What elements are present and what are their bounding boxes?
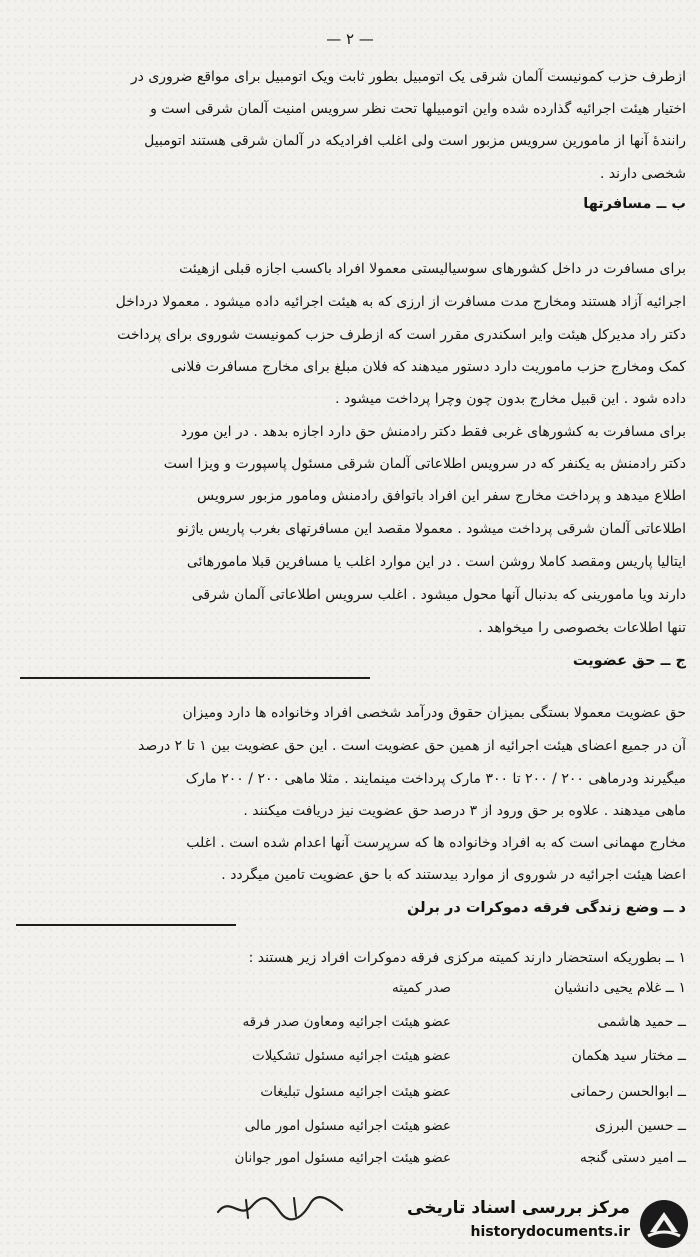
paragraph-line: ازطرف حزب کمونیست آلمان شرقی یک اتومبیل بطور ثابت ویک اتومبیل برای مواقع ضروری در	[130, 69, 686, 85]
paragraph-line: شخصی دارند .	[599, 166, 686, 182]
member-name: ــ حمید هاشمی	[597, 1014, 686, 1030]
paragraph-line: ایتالیا پاریس ومقصد کاملا روشن است . در این موارد اغلب یا مسافرین قبلا مامورهائی	[186, 554, 686, 570]
watermark-logo	[400, 1196, 690, 1252]
paragraph-line: برای مسافرت در داخل کشورهای سوسیالیستی معمولا افراد باکسب اجازه قبلی ازهیئت	[179, 261, 686, 277]
list-item	[14, 1118, 686, 1144]
list-item	[14, 1048, 686, 1074]
paragraph-line: اطلاع میدهد و پرداخت مخارج سفر این افراد باتوافق رادمنش ومامور مزبور سرویس	[197, 488, 686, 504]
member-role: عضو هیئت اجرائیه ومعاون صدر فرقه	[242, 1014, 451, 1030]
section-heading-living-conditions: د ــ وضع زندگی فرقه دموکرات در برلن	[407, 900, 686, 916]
list-item	[14, 1150, 686, 1176]
paragraph-line: مخارج مهمانی است که به افراد وخانواده ها که سرپرست آنها اعدام شده است . اغلب	[186, 835, 686, 851]
list-item	[14, 1014, 686, 1040]
paragraph-line: دکتر رادمنش به یکنفر که در سرویس اطلاعاتی آلمان شرقی مسئول پاسپورت و ویزا است	[163, 456, 686, 472]
paragraph-line: دکتر راد مدیرکل هیئت وایر اسکندری مقرر است که ازطرف حزب کمونیست شوروی برای پرداخت	[117, 327, 686, 343]
paragraph-line: رانندهٔ آنها از مامورین سرویس مزبور است ولی اغلب افرادیکه در آلمان شرقی هستند اتومبیل	[144, 133, 686, 149]
section-underline	[20, 677, 370, 679]
member-role: صدر کمیته	[392, 980, 451, 996]
member-role: عضو هیئت اجرائیه مسئول تبلیغات	[260, 1084, 451, 1100]
paragraph-line: برای مسافرت به کشورهای غربی فقط دکتر رادمنش حق دارد اجازه بدهد . در این مورد	[180, 424, 686, 440]
paragraph-line: اجرائیه آزاد هستند ومخارج مدت مسافرت از ارزی که به هیئت اجرائیه داده میشود . معمولا درداخل	[115, 294, 686, 310]
watermark-title: مرکز بررسی اسناد تاریخی	[407, 1198, 630, 1218]
member-name: ــ امیر دستی گنجه	[579, 1150, 686, 1166]
paragraph-line: کمک ومخارج حزب ماموریت دارد دستور میدهند که فلان مبلغ برای مخارج مسافرت فلانی	[170, 359, 686, 375]
member-name: ــ مختار سید هکمان	[571, 1048, 686, 1064]
paragraph-line: تنها اطلاعات بخصوصی را میخواهد .	[478, 620, 686, 636]
paragraph-line: داده شود . این قبیل مخارج بدون چون وچرا پرداخت میشود .	[335, 391, 686, 407]
member-name: ــ حسین البرزی	[595, 1118, 686, 1134]
paragraph-line: میگیرند ودرماهی ۲۰۰ / ۲۰۰ تا ۳۰۰ مارک پرداخت مینمایند . مثلا ماهی ۲۰۰ / ۲۰۰ مارک	[185, 771, 686, 787]
signature-scribble	[210, 1190, 350, 1224]
list-item	[14, 980, 686, 1006]
member-role: عضو هیئت اجرائیه مسئول امور مالی	[244, 1118, 451, 1134]
members-intro: ۱ ــ بطوریکه استحضار دارند کمیته مرکزی فرقه دموکرات افراد زیر هستند :	[248, 950, 686, 966]
watermark-url: historydocuments.ir	[470, 1224, 630, 1240]
paragraph-line: اطلاعاتی آلمان شرقی پرداخت میشود . معمولا مقصد این مسافرتهای بغرب پاریس یاژنو	[177, 521, 686, 537]
paragraph-line: اختیار هیئت اجرائیه گذارده شده واین اتومبیلها تحت نظر سرویس امنیت آلمان شرقی است و	[150, 101, 686, 117]
page-number: — ۲ —	[326, 30, 374, 48]
paragraph-line: حق عضویت معمولا بستگی بمیزان حقوق ودرآمد شخصی افراد وخانواده ها دارد ومیزان	[182, 705, 686, 721]
paragraph-line: آن در جمیع اعضای هیئت اجرائیه از همین حق عضویت است . این حق عضویت بین ۱ تا ۲ درصد	[137, 738, 686, 754]
member-name: ــ ابوالحسن رحمانی	[570, 1084, 686, 1100]
list-item	[14, 1084, 686, 1110]
section-heading-membership: ج ــ حق عضویت	[572, 653, 686, 669]
paragraph-line: ماهی میدهند . علاوه بر حق ورود از ۳ درصد حق عضویت نیز دریافت میکنند .	[243, 803, 686, 819]
book-logo-icon	[638, 1198, 690, 1250]
member-name: ۱ ــ غلام یحیی دانشیان	[554, 980, 686, 996]
member-role: عضو هیئت اجرائیه مسئول امور جوانان	[234, 1150, 451, 1166]
section-heading-travel: ب ــ مسافرتها	[583, 196, 686, 212]
section-underline	[16, 924, 236, 926]
member-role: عضو هیئت اجرائیه مسئول تشکیلات	[251, 1048, 451, 1064]
paragraph-line: اعضا هیئت اجرائیه در شوروی از موارد بیدستند که با حق عضویت تامین میگردد .	[221, 867, 686, 883]
paragraph-line: دارند ویا مامورینی که بدنبال آنها محول میشود . اغلب سرویس اطلاعاتی آلمان شرقی	[191, 587, 686, 603]
